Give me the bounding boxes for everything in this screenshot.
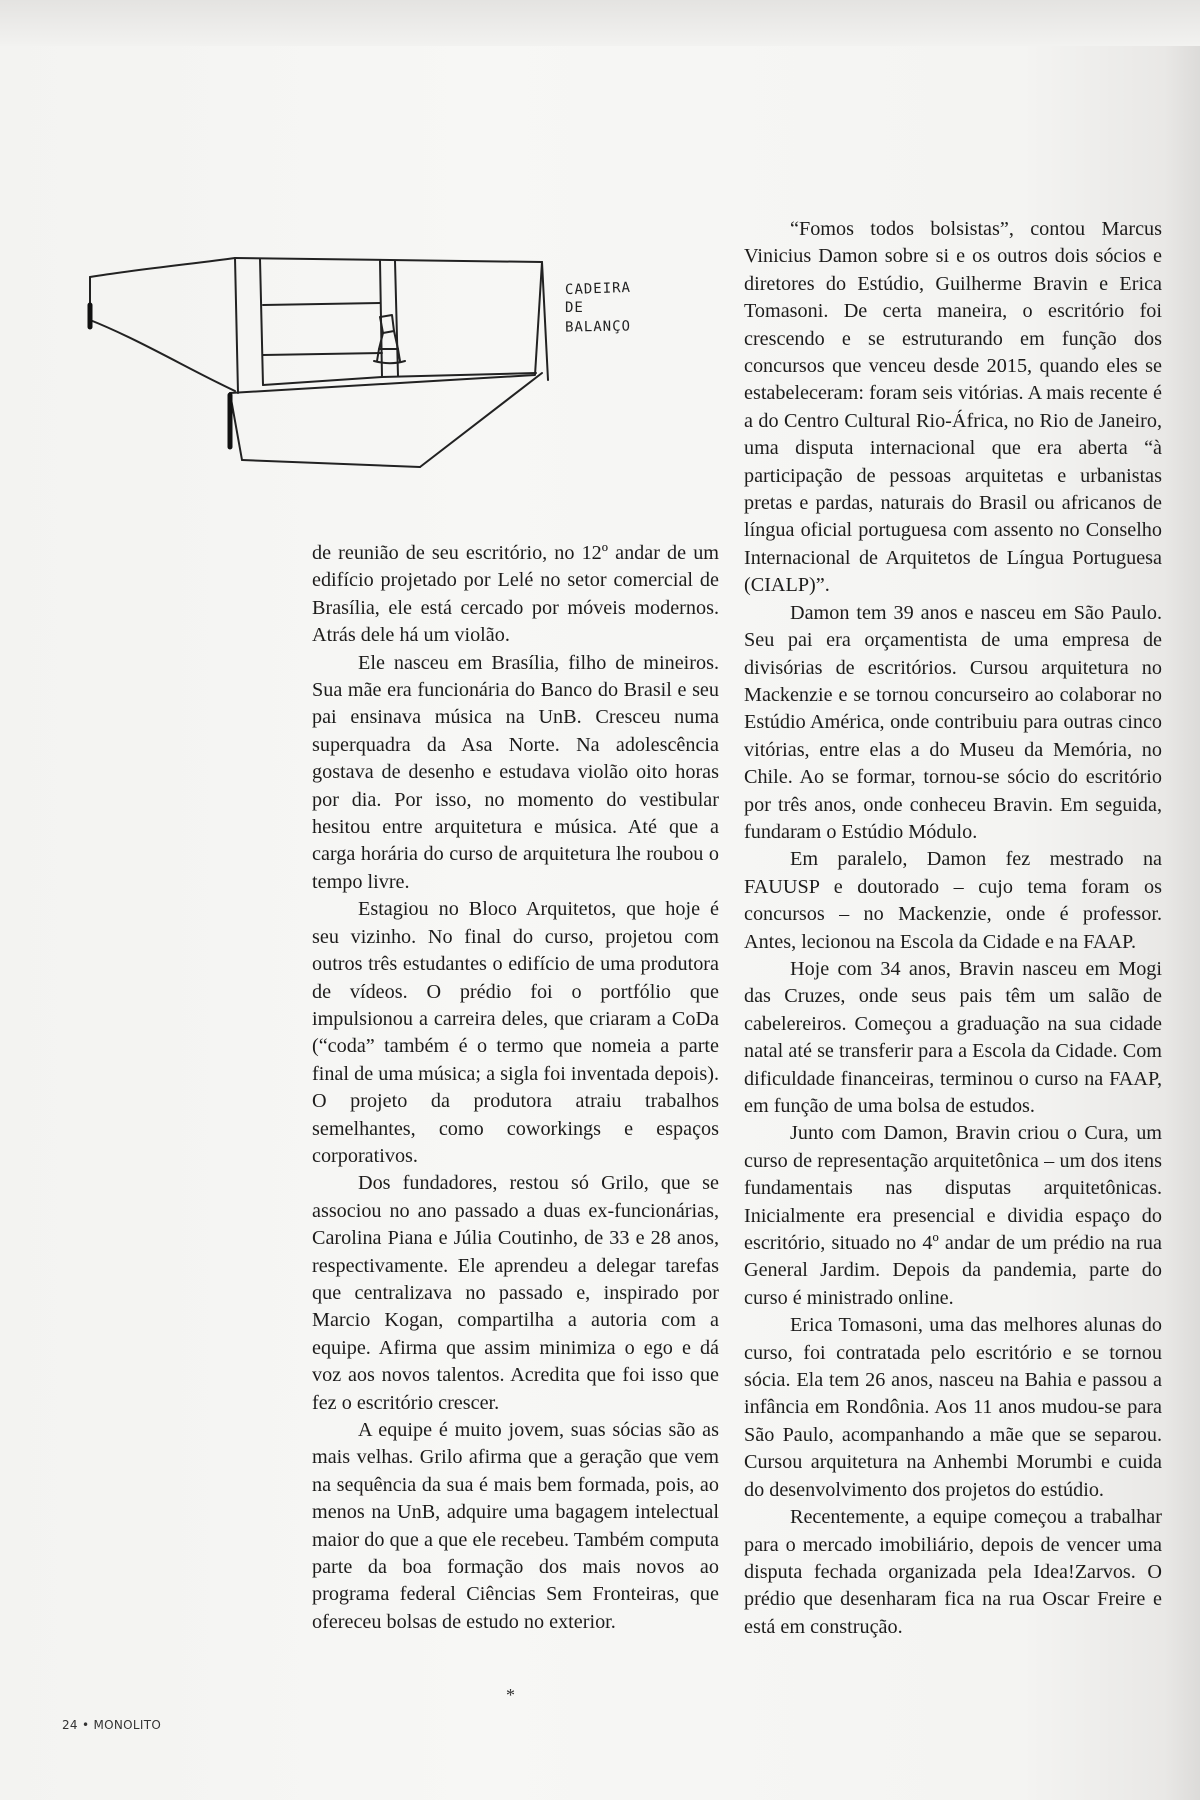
sketch-note-line: DE	[565, 300, 584, 316]
paragraph: Hoje com 34 anos, Bravin nasceu em Mogi das Cruzes, onde seus pais têm um salão de cabelereiros. Começou a graduação na sua cidade natal até se transferir para a Escola da Cidade. Com dificuldade financeiras, terminou o curso na FAAP, em função de uma bolsa de estudos.	[744, 957, 1162, 1117]
page-folio: 24 • MONOLITO	[62, 1718, 162, 1732]
paragraph: Junto com Damon, Bravin criou o Cura, um curso de representação arquitetônica – um dos itens fundamentais nas disputas arquitetônicas. Inicialmente era presencial e dividia espaço do escritório, situado no 4º andar de um prédio na rua General Jardim. Depois da pandemia, parte do curso é ministrado online.	[744, 1122, 1162, 1309]
paragraph: de reunião de seu escritório, no 12º andar de um edifício projetado por Lelé no setor comercial de Brasília, ele está cercado por móveis modernos. Atrás dele há um violão.	[312, 542, 719, 647]
page-top-edge	[0, 0, 1200, 46]
paragraph: Dos fundadores, restou só Grilo, que se associou no ano passado a duas ex-funcionárias, Carolina Piana e Júlia Coutinho, de 33 e 28 anos, respectivamente. Ele aprendeu a delegar tarefas que centralizava no passado e, inspirado por Marcio Kogan, compartilha a autoria com a equipe. Afirma que assim minimiza o ego e dá voz aos novos talentos. Acredita que foi isso que fez o escritório crescer.	[312, 1172, 719, 1414]
paragraph: “Fomos todos bolsistas”, contou Marcus Vinicius Damon sobre si e os outros dois sócios e diretores do Estúdio, Guilherme Bravin e Erica Tomasoni. De certa maneira, o escritório foi crescendo e se estruturando em função dos concursos que venceu desde 2015, quando eles se estabeleceram: foram seis vitórias. A mais recente é a do Centro Cultural Rio-África, no Rio de Janeiro, uma disputa internacional que era aberta “à participação de pessoas arquitetas e urbanistas pretas e pardas, naturais do Brasil ou africanos de língua oficial portuguesa com assento no Conselho Internacional de Arquitetos de Língua Portuguesa (CIALP)”.	[744, 218, 1162, 597]
paragraph: Em paralelo, Damon fez mestrado na FAUUSP e doutorado – cujo tema foram os concursos – no Mackenzie, onde é professor. Antes, lecionou na Escola da Cidade e na FAAP.	[744, 848, 1162, 953]
paragraph: Estagiou no Bloco Arquitetos, que hoje é seu vizinho. No final do curso, projetou com outros três estudantes o edifício de uma produtora de vídeos. O prédio foi o portfólio que impulsionou a carreira deles, que criaram a CoDa (“coda” também é o termo que nomeia a parte final de uma música; a sigla foi inventada depois). O projeto da produtora atraiu trabalhos semelhantes, como coworkings e espaços corporativos.	[312, 898, 719, 1167]
paragraph: Ele nasceu em Brasília, filho de mineiros. Sua mãe era funcionária do Banco do Brasil e seu pai ensinava música na UnB. Cresceu numa superquadra da Asa Norte. Na adolescência gostava de desenho e estudava violão oito horas por dia. Por isso, no momento do vestibular hesitou entre arquitetura e música. Até que a carga horária do curso de arquitetura lhe roubou o tempo livre.	[312, 651, 719, 893]
paragraph: Erica Tomasoni, uma das melhores alunas do curso, foi contratada pelo escritório e se tornou sócia. Ela tem 26 anos, nasceu na Bahia e passou a infância em Rondônia. Aos 11 anos mudou-se para São Paulo, acompanhando a mãe que se separou. Cursou arquitetura na Anhembi Morumbi e cuida do desenvolvimento dos projetos do estúdio.	[744, 1314, 1162, 1501]
sketch-note	[565, 280, 631, 337]
paragraph: A equipe é muito jovem, suas sócias são as mais velhas. Grilo afirma que a geração que vem na sequência da sua é mais bem formada, pois, ao menos na UnB, adquire uma bagagem intelectual maior do que a que ele recebeu. Também computa parte da boa formação dos mais novos ao programa federal Ciências Sem Fronteiras, que ofereceu bolsas de estudo no exterior.	[312, 1419, 719, 1633]
sketch-note-line: CADEIRA	[564, 279, 632, 299]
left-text-column	[312, 540, 719, 1636]
right-text-column	[744, 216, 1162, 1641]
sketch-note-line: BALANÇO	[564, 318, 632, 336]
paragraph: Recentemente, a equipe começou a trabalhar para o mercado imobiliário, depois de vencer uma disputa fechada organizada pela Idea!Zarvos. O prédio que desenharam fica na rua Oscar Freire e está em construção.	[744, 1506, 1162, 1638]
section-separator: *	[506, 1685, 515, 1705]
paragraph: Damon tem 39 anos e nasceu em São Paulo. Seu pai era orçamentista de uma empresa de divisórias de escritórios. Cursou arquitetura no Mackenzie e se tornou concurseiro ao colaborar no Estúdio América, onde contribuiu para outras cinco vitórias, entre elas a do Museu da Memória, no Chile. Ao se formar, tornou-se sócio do escritório por três anos, onde conheceu Bravin. Em seguida, fundaram o Estúdio Módulo.	[744, 601, 1162, 843]
